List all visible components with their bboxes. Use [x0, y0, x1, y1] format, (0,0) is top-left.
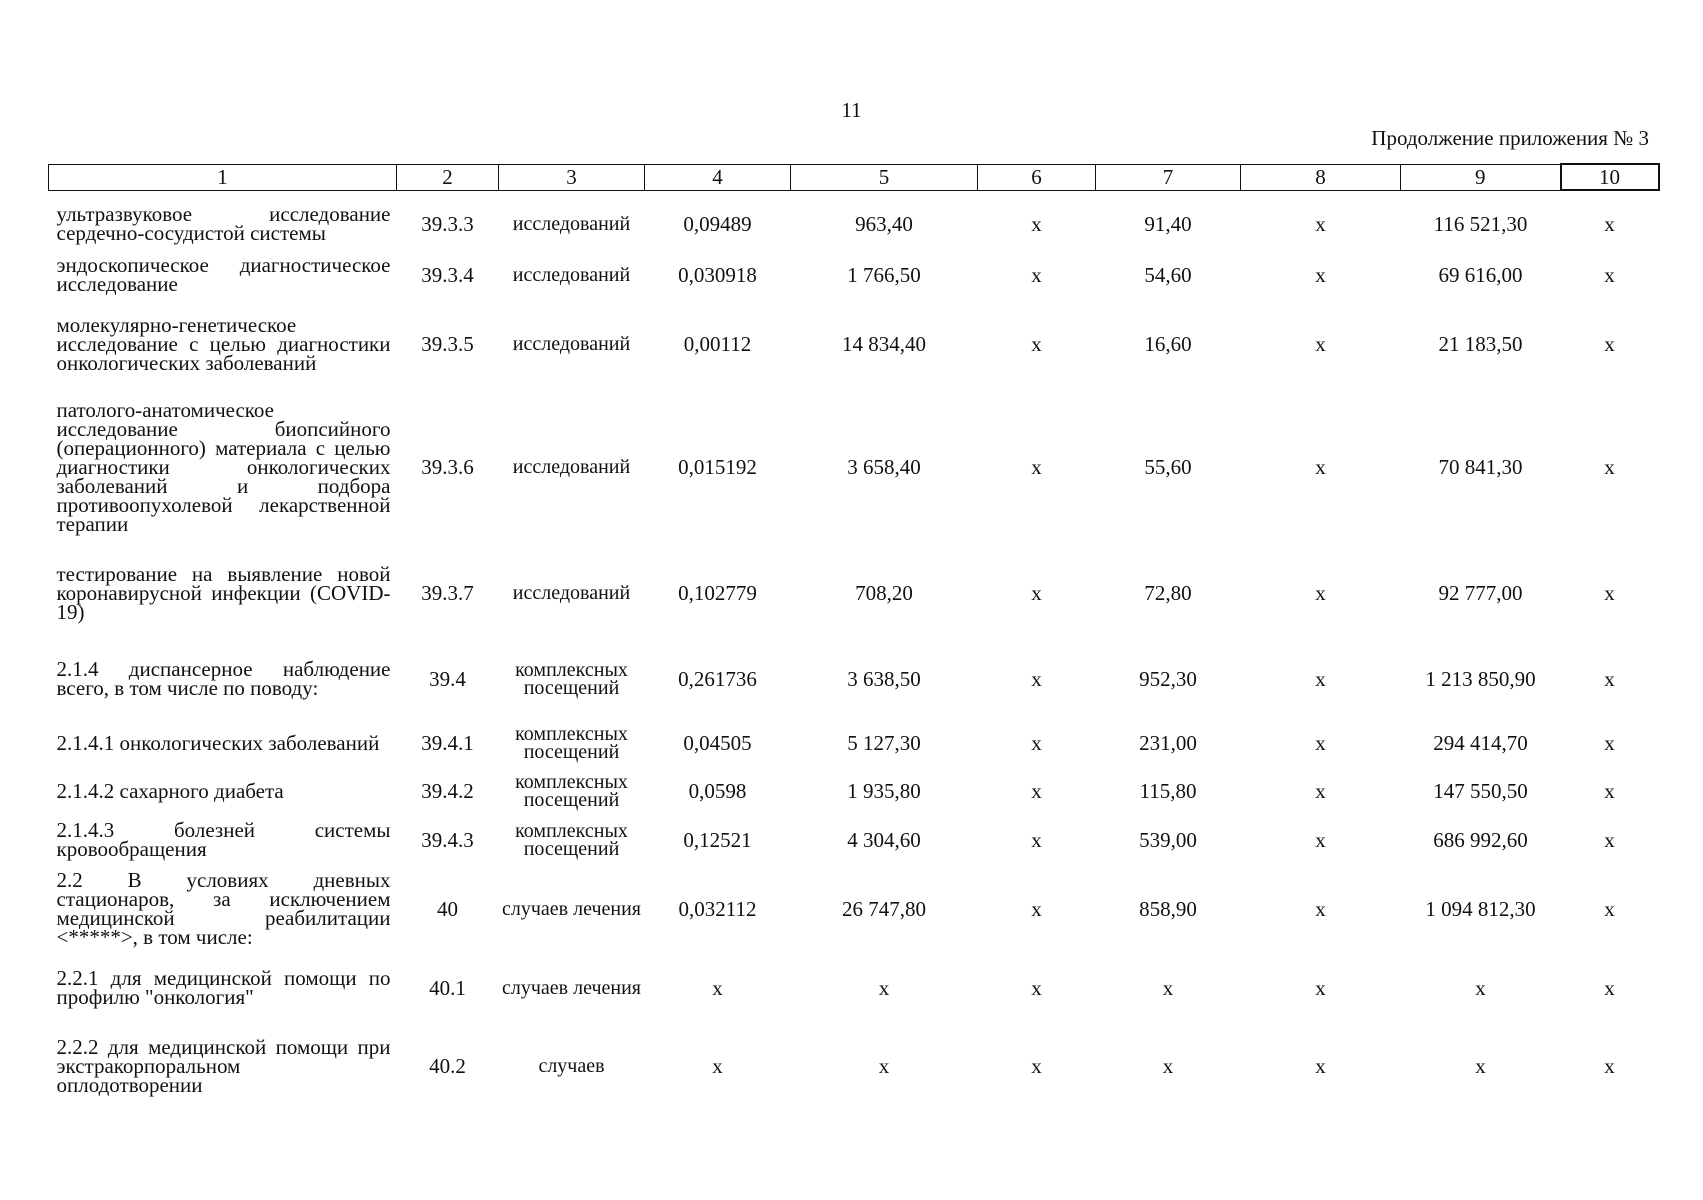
- row-unit: исследований: [512, 333, 631, 355]
- row-value: 0,102779: [678, 581, 757, 605]
- row-name: 2.1.4.1 онкологических заболеваний: [56, 730, 380, 755]
- row-value: x: [1604, 897, 1615, 921]
- row-value: 0,00112: [683, 332, 752, 356]
- row-value: 0,015192: [678, 455, 757, 479]
- row-unit: случаев лечения: [501, 977, 641, 999]
- row-value: x: [1315, 332, 1326, 356]
- row-value: 0,09489: [683, 212, 752, 236]
- row-code: 39.4: [429, 667, 466, 691]
- table-row: [49, 1023, 1659, 1109]
- row-value: x: [1031, 212, 1042, 236]
- table-row: [49, 387, 1659, 547]
- row-value: x: [1604, 332, 1615, 356]
- row-value: 0,04505: [683, 731, 752, 755]
- row-value: 0,261736: [678, 667, 757, 691]
- row-value: x: [878, 976, 890, 1000]
- row-value: 686 992,60: [1433, 828, 1528, 852]
- row-value: 116 521,30: [1433, 212, 1528, 236]
- row-value: 5 127,30: [847, 731, 921, 755]
- row-name: 2.2.1 для медицинской помощи по профилю "онкология": [56, 966, 391, 1009]
- table-row: [49, 767, 1659, 815]
- row-value: 26 747,80: [842, 897, 926, 921]
- row-value: 1 935,80: [847, 779, 921, 803]
- row-value: 115,80: [1139, 779, 1197, 803]
- column-header: 8: [1241, 164, 1401, 190]
- row-value: x: [1604, 779, 1615, 803]
- row-value: 963,40: [855, 212, 913, 236]
- table-row: [49, 639, 1659, 719]
- row-name: 2.2.2 для медицинской помощи при экстракорпоральном оплодотворении: [56, 1034, 391, 1097]
- row-value: x: [1031, 455, 1042, 479]
- row-unit: исследований: [512, 456, 631, 478]
- row-value: 72,80: [1144, 581, 1192, 605]
- data-table: [48, 163, 1660, 1109]
- row-value: x: [1031, 897, 1042, 921]
- row-value: x: [1031, 779, 1042, 803]
- row-code: 39.4.3: [421, 828, 474, 852]
- row-code: 39.4.1: [421, 731, 474, 755]
- row-value: x: [712, 1054, 723, 1078]
- row-value: 1 766,50: [847, 263, 921, 287]
- row-value: x: [1315, 455, 1326, 479]
- row-value: x: [1031, 581, 1042, 605]
- row-value: x: [1604, 212, 1615, 236]
- row-value: 858,90: [1139, 897, 1197, 921]
- row-value: x: [1031, 263, 1042, 287]
- table-row: [49, 865, 1659, 953]
- row-value: x: [1475, 976, 1486, 1000]
- row-value: x: [1604, 581, 1615, 605]
- row-name: тестирование на выявление новой коронавирусной инфекции (COVID-19): [56, 561, 391, 624]
- row-value: x: [1315, 1054, 1326, 1078]
- column-header: 2: [397, 164, 499, 190]
- column-header: 9: [1401, 164, 1561, 190]
- row-value: x: [1315, 263, 1326, 287]
- row-value: x: [1031, 332, 1042, 356]
- header-row: [49, 164, 1659, 190]
- row-unit: исследований: [512, 264, 631, 286]
- row-name: молекулярно-генетическое исследование с целью диагностики онкологических заболеваний: [56, 312, 391, 375]
- table-row: [49, 249, 1659, 301]
- row-unit: случаев лечения: [501, 898, 641, 920]
- row-value: 3 638,50: [847, 667, 921, 691]
- row-name: 2.1.4.3 болезней системы кровообращения: [56, 818, 391, 861]
- column-header: 4: [645, 164, 791, 190]
- row-name: 2.2 В условиях дневных стационаров, за исключением медицинской реабилитации <*****>, в том числе:: [56, 868, 391, 949]
- column-header: 3: [499, 164, 645, 190]
- row-value: 91,40: [1144, 212, 1192, 236]
- row-value: 70 841,30: [1438, 455, 1523, 479]
- row-value: 294 414,70: [1433, 731, 1528, 755]
- row-code: 39.3.5: [421, 332, 474, 356]
- row-unit: комплексных посещений: [515, 723, 628, 763]
- row-name: эндоскопическое диагностическое исследование: [56, 253, 391, 296]
- row-name: ультразвуковое исследование сердечно-сосудистой системы: [56, 202, 391, 245]
- row-value: 92 777,00: [1438, 581, 1523, 605]
- row-value: 0,12521: [683, 828, 752, 852]
- row-value: 1 094 812,30: [1425, 897, 1536, 921]
- row-unit: комплексных посещений: [515, 820, 628, 860]
- row-value: x: [1031, 667, 1042, 691]
- row-code: 39.3.4: [421, 263, 474, 287]
- row-code: 39.3.3: [421, 212, 474, 236]
- row-name: 2.1.4 диспансерное наблюдение всего, в том числе по поводу:: [56, 657, 391, 700]
- row-unit: исследований: [512, 582, 631, 604]
- row-value: 14 834,40: [842, 332, 926, 356]
- table-row: [49, 953, 1659, 1023]
- row-value: x: [712, 976, 723, 1000]
- row-value: x: [1031, 828, 1042, 852]
- row-value: 708,20: [855, 581, 913, 605]
- row-value: x: [1604, 455, 1615, 479]
- row-value: x: [1031, 1054, 1042, 1078]
- table-row: [49, 815, 1659, 865]
- row-value: x: [1604, 263, 1615, 287]
- row-name: патолого-анатомическое исследование биопсийного (операционного) материала с целью диагностики онкологических заболеваний и подбора противоопухолевой лекарственной терапии: [56, 397, 391, 536]
- page-number: 11: [841, 98, 862, 122]
- row-value: x: [1031, 731, 1042, 755]
- table-row: [49, 547, 1659, 639]
- row-value: x: [1604, 976, 1615, 1000]
- table-row: [49, 301, 1659, 387]
- row-value: x: [1604, 828, 1615, 852]
- row-value: x: [1604, 1054, 1615, 1078]
- row-value: 16,60: [1144, 332, 1192, 356]
- row-value: 55,60: [1144, 455, 1192, 479]
- row-value: 539,00: [1139, 828, 1197, 852]
- row-value: x: [1475, 1054, 1486, 1078]
- row-value: 0,030918: [678, 263, 757, 287]
- column-header: 6: [978, 164, 1096, 190]
- row-unit: случаев: [538, 1055, 605, 1077]
- row-value: 3 658,40: [847, 455, 921, 479]
- row-value: x: [1604, 667, 1615, 691]
- column-header: 10: [1561, 164, 1659, 190]
- row-value: 231,00: [1139, 731, 1197, 755]
- table-row: [49, 719, 1659, 767]
- row-value: x: [1315, 828, 1326, 852]
- row-value: x: [878, 1054, 890, 1078]
- row-unit: исследований: [512, 213, 631, 235]
- row-value: 0,0598: [688, 779, 747, 803]
- row-value: x: [1315, 731, 1326, 755]
- row-code: 40.1: [429, 976, 466, 1000]
- row-value: x: [1162, 1054, 1174, 1078]
- row-value: x: [1315, 976, 1326, 1000]
- row-unit: комплексных посещений: [515, 771, 628, 811]
- appendix-note: Продолжение приложения № 3: [1371, 126, 1649, 150]
- row-code: 39.4.2: [421, 779, 474, 803]
- row-code: 40.2: [429, 1054, 466, 1078]
- row-value: x: [1031, 976, 1042, 1000]
- row-code: 39.3.7: [421, 581, 474, 605]
- row-value: 69 616,00: [1438, 263, 1523, 287]
- row-value: 21 183,50: [1438, 332, 1523, 356]
- row-value: 147 550,50: [1433, 779, 1528, 803]
- column-header: 7: [1096, 164, 1241, 190]
- row-unit: комплексных посещений: [515, 659, 628, 699]
- row-value: x: [1315, 212, 1326, 236]
- column-header: 5: [791, 164, 978, 190]
- row-value: x: [1315, 897, 1326, 921]
- row-value: x: [1315, 779, 1326, 803]
- row-value: 1 213 850,90: [1425, 667, 1536, 691]
- row-value: 0,032112: [678, 897, 757, 921]
- row-value: x: [1315, 581, 1326, 605]
- row-name: 2.1.4.2 сахарного диабета: [56, 778, 284, 803]
- row-value: 952,30: [1139, 667, 1197, 691]
- row-code: 40: [437, 897, 458, 921]
- row-code: 39.3.6: [421, 455, 474, 479]
- row-value: x: [1604, 731, 1615, 755]
- row-value: 4 304,60: [847, 828, 921, 852]
- row-value: 54,60: [1144, 263, 1192, 287]
- row-value: x: [1162, 976, 1174, 1000]
- row-value: x: [1315, 667, 1326, 691]
- table-row: [49, 199, 1659, 249]
- column-header: 1: [49, 164, 397, 190]
